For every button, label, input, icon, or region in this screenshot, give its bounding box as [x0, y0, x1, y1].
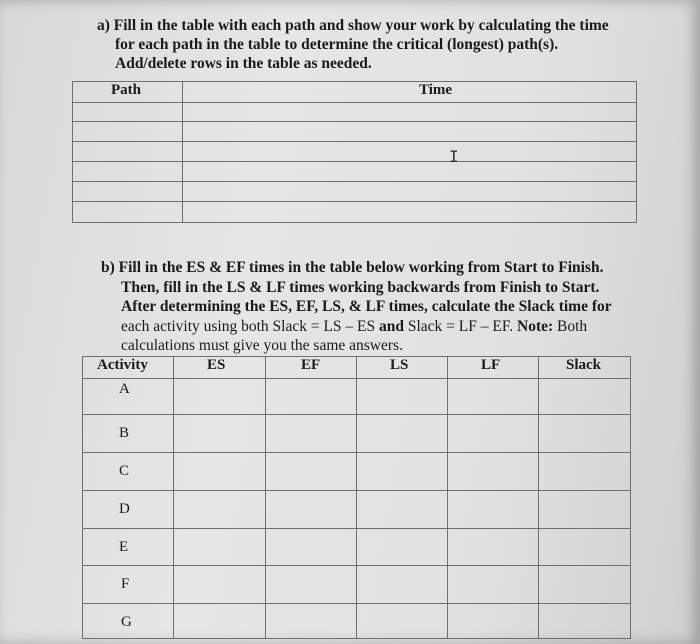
lf-cell[interactable] — [448, 529, 539, 566]
activity-header: Activity — [83, 357, 174, 379]
path-row — [73, 142, 637, 162]
path-cell[interactable] — [73, 162, 183, 182]
time-cell[interactable] — [183, 162, 637, 182]
es-cell[interactable] — [174, 453, 266, 491]
path-header: Path — [73, 82, 183, 103]
path-cell[interactable] — [73, 122, 183, 142]
activity-times-table — [82, 356, 631, 639]
part-a-line-1: a) Fill in the table with each path and show your work by calculating the time — [97, 17, 609, 34]
activity-row — [83, 604, 631, 639]
ls-cell[interactable] — [357, 566, 448, 604]
activity-table-header-row — [83, 357, 631, 379]
part-b-line-3: After determining the ES, EF, LS, & LF times, calculate the Slack time for — [121, 298, 612, 315]
lf-cell[interactable] — [448, 491, 539, 529]
activity-label: C — [83, 453, 174, 491]
time-cell[interactable] — [183, 142, 637, 162]
ls-cell[interactable] — [357, 491, 448, 529]
activity-label: D — [83, 491, 174, 529]
part-a-line-2: for each path in the table to determine the critical (longest) path(s). — [115, 36, 559, 53]
activity-label: A — [83, 379, 174, 415]
lf-cell[interactable] — [448, 453, 539, 491]
time-cell[interactable] — [183, 182, 637, 202]
ef-cell[interactable] — [266, 379, 357, 415]
slack-header: Slack — [539, 357, 631, 379]
ls-cell[interactable] — [357, 415, 448, 453]
activity-label: E — [83, 529, 174, 566]
ef-header: EF — [266, 357, 357, 379]
ls-cell[interactable] — [357, 604, 448, 639]
time-cell[interactable] — [183, 122, 637, 142]
ef-cell[interactable] — [266, 529, 357, 566]
activity-row — [83, 379, 631, 415]
ls-cell[interactable] — [357, 453, 448, 491]
ef-cell[interactable] — [266, 415, 357, 453]
es-cell[interactable] — [174, 379, 266, 415]
slack-cell[interactable] — [539, 379, 631, 415]
time-header: Time — [183, 82, 637, 103]
path-row — [73, 103, 637, 122]
path-row — [73, 162, 637, 182]
slack-formula-1: each activity using both Slack = LS – ES — [121, 317, 379, 335]
part-b-line-1: b) Fill in the ES & EF times in the table below working from Start to Finish. — [101, 259, 604, 276]
activity-label: G — [83, 604, 174, 639]
path-row — [73, 202, 637, 223]
slack-formula-2: Slack = LF – EF. — [404, 317, 517, 335]
path-cell[interactable] — [73, 182, 183, 202]
es-cell[interactable] — [174, 604, 266, 639]
path-cell[interactable] — [73, 142, 183, 162]
and-word: and — [379, 317, 404, 335]
lf-header: LF — [448, 357, 539, 379]
time-cell[interactable] — [183, 103, 637, 122]
slack-cell[interactable] — [539, 453, 631, 491]
slack-cell[interactable] — [539, 415, 631, 453]
activity-row — [83, 566, 631, 604]
slack-cell[interactable] — [539, 529, 631, 566]
lf-cell[interactable] — [448, 415, 539, 453]
part-a-instructions — [97, 16, 609, 73]
part-b-instructions — [101, 258, 612, 356]
activity-row — [83, 529, 631, 566]
lf-cell[interactable] — [448, 379, 539, 415]
part-a-line-3: Add/delete rows in the table as needed. — [115, 55, 372, 72]
path-table-header-row — [73, 82, 637, 103]
ls-cell[interactable] — [357, 379, 448, 415]
part-b-line-5: calculations must give you the same answers. — [121, 337, 403, 354]
activity-label: B — [83, 415, 174, 453]
path-cell[interactable] — [73, 202, 183, 223]
ef-cell[interactable] — [266, 566, 357, 604]
path-cell[interactable] — [73, 103, 183, 122]
ls-header: LS — [357, 357, 448, 379]
activity-row — [83, 491, 631, 529]
es-cell[interactable] — [174, 491, 266, 529]
ef-cell[interactable] — [266, 491, 357, 529]
path-row — [73, 182, 637, 202]
path-time-table — [72, 81, 637, 223]
path-row — [73, 122, 637, 142]
text-cursor-icon: I — [449, 147, 459, 166]
activity-row — [83, 453, 631, 491]
ef-cell[interactable] — [266, 604, 357, 639]
es-header: ES — [174, 357, 266, 379]
activity-row — [83, 415, 631, 453]
lf-cell[interactable] — [448, 566, 539, 604]
note-label: Note: — [517, 317, 554, 335]
part-b-line-2: Then, fill in the LS & LF times working backwards from Finish to Start. — [121, 278, 600, 296]
ls-cell[interactable] — [357, 529, 448, 566]
es-cell[interactable] — [174, 529, 266, 566]
time-cell[interactable] — [183, 202, 637, 223]
lf-cell[interactable] — [448, 604, 539, 639]
note-text: Both — [553, 317, 588, 335]
part-b-line-4 — [101, 317, 612, 337]
ef-cell[interactable] — [266, 453, 357, 491]
slack-cell[interactable] — [539, 566, 631, 604]
slack-cell[interactable] — [539, 491, 631, 529]
es-cell[interactable] — [174, 415, 266, 453]
activity-label: F — [83, 566, 174, 604]
es-cell[interactable] — [174, 566, 266, 604]
slack-cell[interactable] — [539, 604, 631, 639]
